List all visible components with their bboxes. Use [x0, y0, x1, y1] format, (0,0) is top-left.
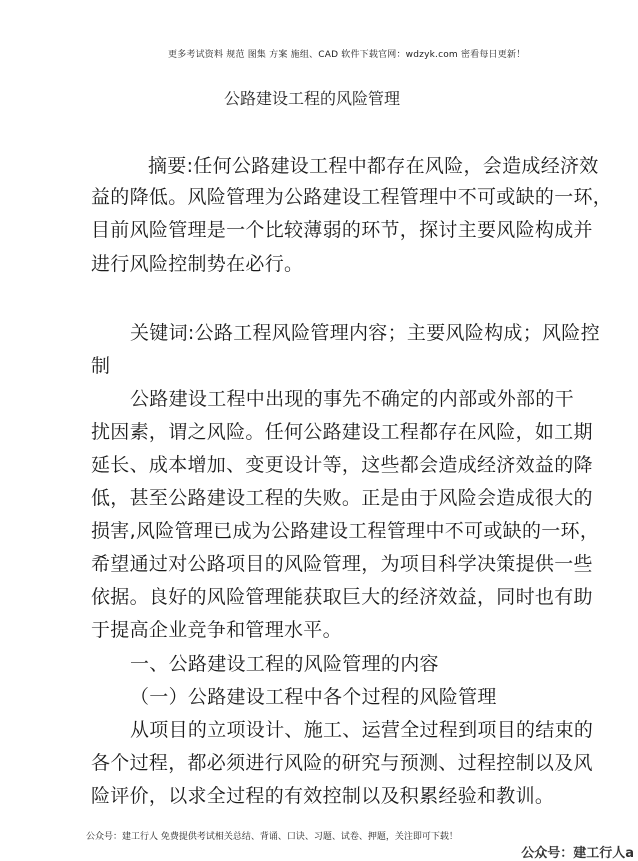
document-title: 公路建设工程的风险管理 — [224, 89, 401, 108]
body-line-5: 损害,风险管理已成为公路建设工程管理中不可或缺的一环， — [91, 520, 600, 542]
body-line-4: 低，甚至公路建设工程的失败。正是由于风险会造成很大的 — [91, 487, 593, 509]
section-line-3: 险评价，以求全过程的有效控制以及积累经验和教训。 — [91, 785, 555, 807]
abstract-line-4: 进行风险控制势在必行。 — [91, 253, 304, 275]
subsection-heading-1: （一）公路建设工程中各个过程的风险管理 — [130, 686, 497, 708]
header-note: 更多考试资料 规范 图集 方案 施组、CAD 软件下载官网：wdzyk.com 密看每日更新！ — [168, 50, 526, 60]
abstract-line-1: 摘要:任何公路建设工程中都存在风险，会造成经济效 — [148, 155, 599, 177]
section-line-1: 从项目的立项设计、施工、运营全过程到项目的结束的 — [130, 719, 594, 741]
body-line-1: 公路建设工程中出现的事先不确定的内部或外部的干 — [130, 388, 574, 410]
footer-note: 公众号：建工行人 免费提供考试相关总结、背诵、口诀、习题、试卷、押题，关注即可下载！ — [86, 832, 458, 842]
watermark-text: 公众号：建工行人a — [521, 846, 634, 861]
body-line-3: 延长、成本增加、变更设计等，这些都会造成经济效益的降 — [91, 454, 593, 476]
keywords-line-1: 关键词:公路工程风险管理内容；主要风险构成；风险控 — [130, 322, 600, 344]
body-line-2: 扰因素，谓之风险。任何公路建设工程都存在风险，如工期 — [91, 421, 593, 443]
section-line-2: 各个过程，都必须进行风险的研究与预测、过程控制以及风 — [91, 752, 593, 774]
abstract-line-2: 益的降低。风险管理为公路建设工程管理中不可或缺的一环， — [91, 186, 613, 208]
body-line-7: 依据。良好的风险管理能获取巨大的经济效益，同时也有助 — [91, 586, 593, 608]
abstract-line-3: 目前风险管理是一个比较薄弱的环节，探讨主要风险构成并 — [91, 219, 593, 241]
keywords-line-2: 制 — [91, 355, 111, 377]
body-line-6: 希望通过对公路项目的风险管理，为项目科学决策提供一些 — [91, 553, 593, 575]
body-line-8: 于提高企业竞争和管理水平。 — [91, 619, 342, 641]
section-heading-1: 一、公路建设工程的风险管理的内容 — [130, 653, 439, 675]
